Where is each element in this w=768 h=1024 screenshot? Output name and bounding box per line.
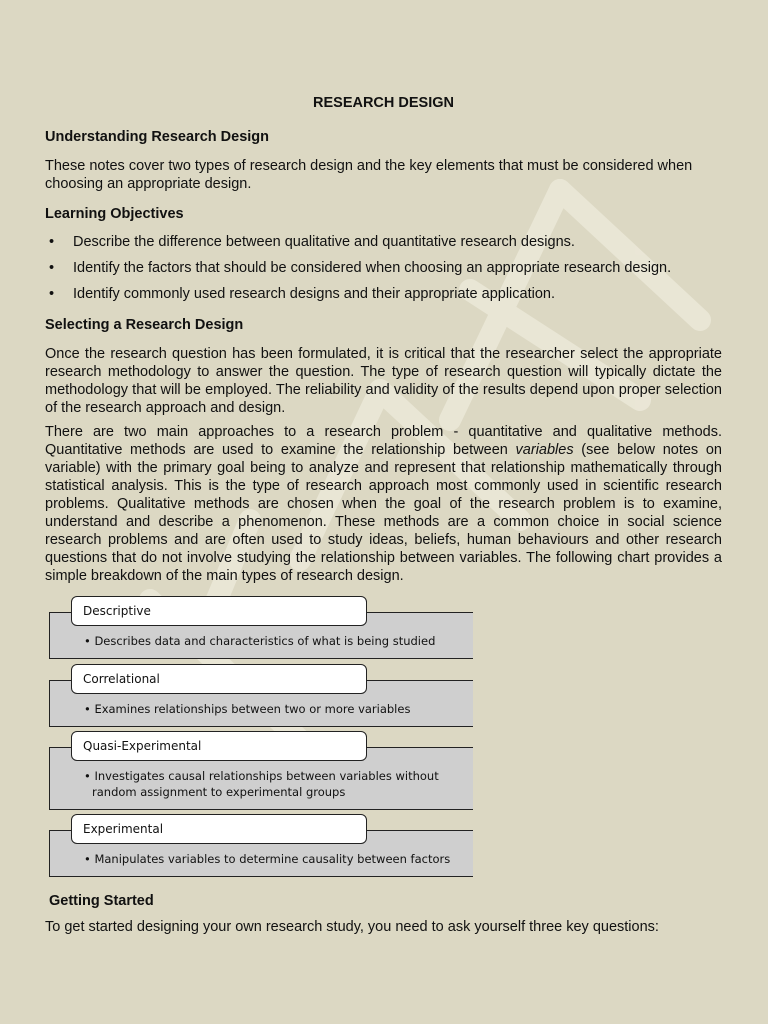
- list-item: • Describe the difference between qualitative and quantitative research designs.: [49, 234, 575, 250]
- bullet-icon: •: [49, 260, 55, 276]
- bullet-icon: •: [49, 286, 55, 302]
- research-design-diagram: [49, 596, 474, 881]
- objectives-list: [45, 233, 722, 311]
- design-description: • Examines relationships between two or more variables: [84, 702, 411, 716]
- design-description: • Manipulates variables to determine causality between factors: [84, 852, 451, 866]
- section-heading-getting-started: Getting Started: [49, 893, 154, 909]
- intro-paragraph: These notes cover two types of research design and the key elements that must be considered when choosing an appropriate design.: [45, 158, 693, 192]
- selecting-paragraph-2: There are two main approaches to a research problem - quantitative and qualitative methods. Quantitative methods are used to examine the relationship between variables (see below notes on variable) with the primary goal being to analyze and represent that relationship mathematically through statistical analysis. This is the type of research approach most commonly used in scientific research problems. Qualitative methods are chosen when the goal of the research problem is to examine, understand and describe a phenomenon. These methods are a common choice in social science research problems and are often used to study ideas, beliefs, human behaviours and other research questions that do not involve studying the relationship between variables. The following chart provides a simple breakdown of the main types of research design.: [45, 424, 722, 584]
- emphasis-variables: variables: [515, 442, 574, 458]
- section-heading-objectives: Learning Objectives: [45, 206, 184, 222]
- design-label-descriptive: Descriptive: [71, 596, 367, 626]
- list-item: • Identify commonly used research designs and their appropriate application.: [49, 286, 555, 302]
- section-heading-selecting: Selecting a Research Design: [45, 317, 244, 333]
- design-description: • Describes data and characteristics of what is being studied: [84, 634, 436, 648]
- design-label-correlational: Correlational: [71, 664, 367, 694]
- page-title: RESEARCH DESIGN: [313, 95, 454, 111]
- list-item: • Identify the factors that should be considered when choosing an appropriate research design.: [49, 260, 672, 276]
- design-label-quasi-experimental: Quasi-Experimental: [71, 731, 367, 761]
- design-description: • Investigates causal relationships between variables without: [84, 769, 439, 783]
- design-label-experimental: Experimental: [71, 814, 367, 844]
- section-heading-understanding: Understanding Research Design: [45, 129, 269, 145]
- getting-started-paragraph: To get started designing your own research study, you need to ask yourself three key questions:: [45, 919, 659, 935]
- design-description-line2: random assignment to experimental groups: [92, 785, 346, 799]
- selecting-paragraph-1: Once the research question has been formulated, it is critical that the researcher select the appropriate research methodology to answer the question. The type of research question will typically dictate the methodology that will be employed. The reliability and validity of the results depend upon proper selection of the research approach and design.: [45, 346, 722, 416]
- bullet-icon: •: [49, 234, 55, 250]
